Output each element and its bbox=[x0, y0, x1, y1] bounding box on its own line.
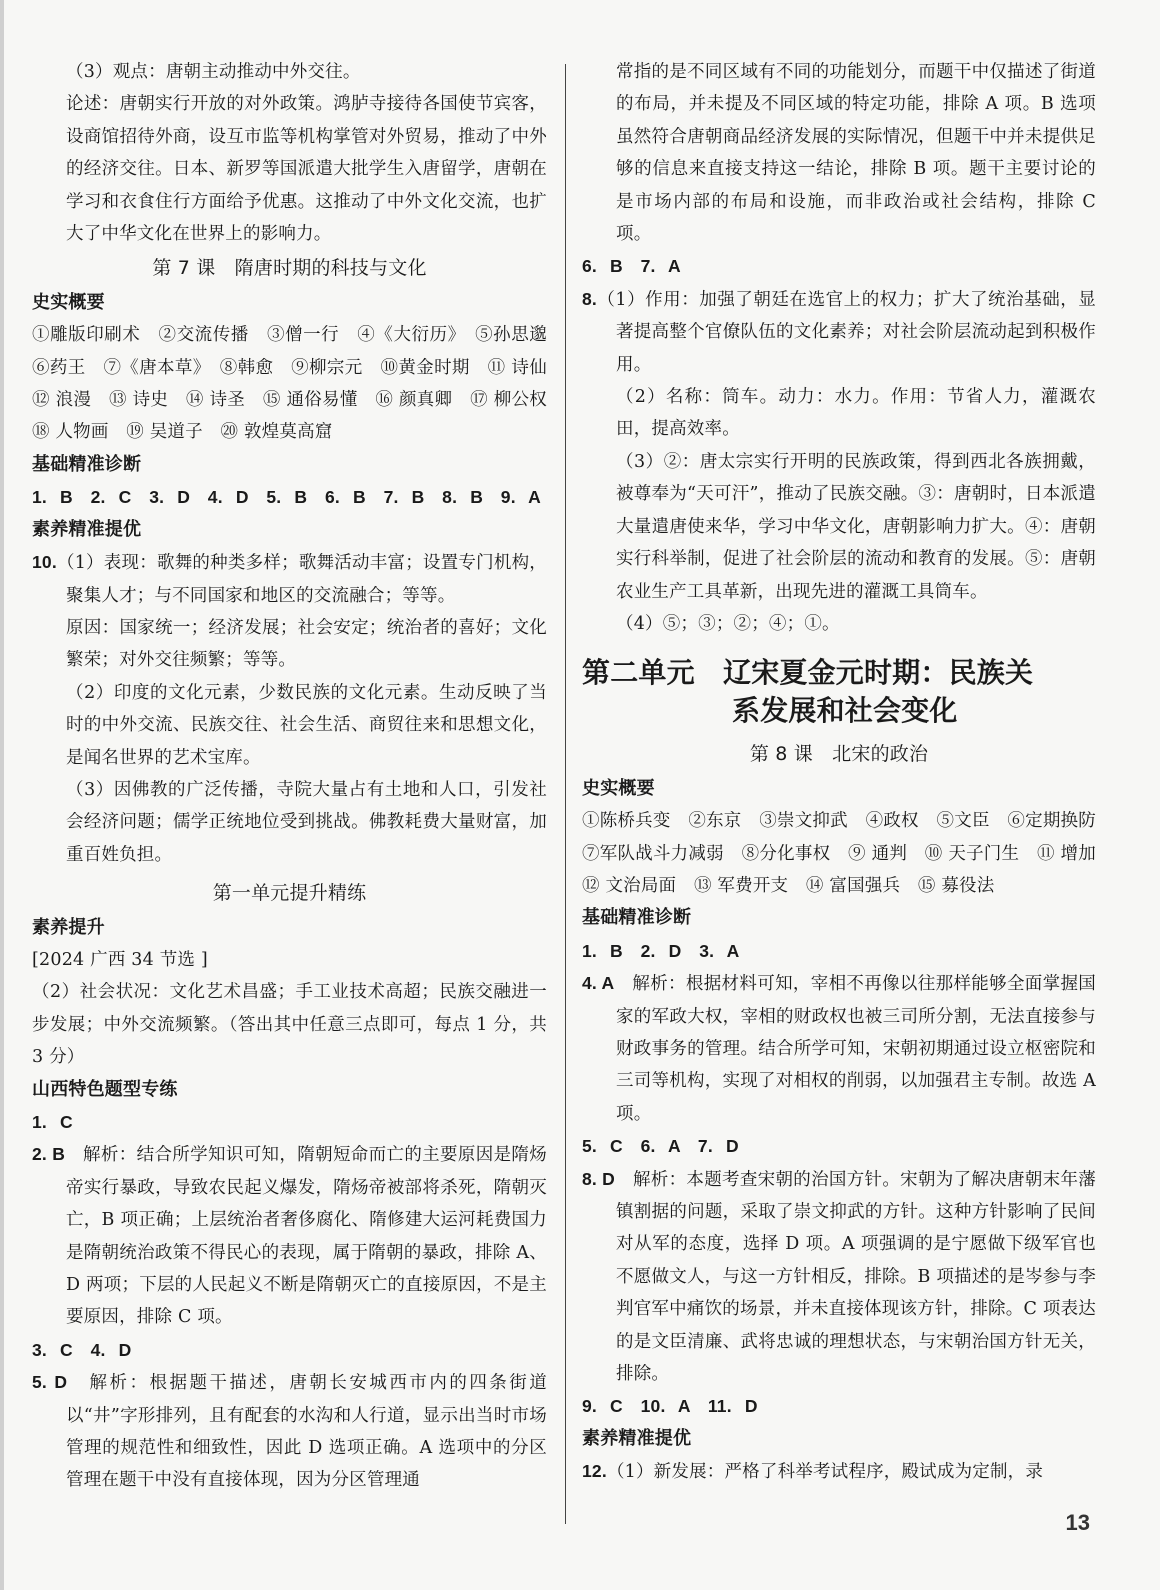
shishi-text: ①陈桥兵变 ②东京 ③崇文抑武 ④政权 ⑤文臣 ⑥定期换防 ⑦军队战斗力减弱 ⑧分化事权 ⑨ 通判 ⑩ 天子门生 ⑪ 增加 ⑫ 文治局面 ⑬ 军费开支 ⑭ 富国强兵 ⑮ 募役法 bbox=[582, 811, 1114, 896]
explanation-text: 解析：根据题干描述，唐朝长安城西市内的四条街道以“井”字形排列，且有配套的水沟和人行道，显示出当时市场管理的规范性和细致性，因此 D 选项正确。A 选项中的分区管理在题干中没有直接体现，因为分区管理通 bbox=[66, 1373, 547, 1491]
q8-part-2: （2）名称：筒车。动力：水力。作用：节省人力，灌溉农田，提高效率。 bbox=[616, 387, 1096, 440]
answers-9-11: 9. C 10. A 11. D bbox=[582, 1396, 758, 1417]
answers-5-7: 5. C 6. A 7. D bbox=[582, 1136, 739, 1157]
question-number: 2. B bbox=[32, 1144, 66, 1165]
page-edge-shadow bbox=[0, 0, 4, 1590]
question-number: 4. A bbox=[582, 973, 615, 994]
page-number: 13 bbox=[1065, 1510, 1090, 1535]
shanxi-question-2 bbox=[32, 1138, 547, 1333]
q10-part-3: （3）因佛教的广泛传播，寺院大量占有土地和人口，引发社会经济问题；儒学正统地位受到挑战。佛教耗费大量财富，加重百姓负担。 bbox=[66, 779, 547, 865]
right-column bbox=[582, 56, 1114, 1489]
left-column bbox=[32, 56, 565, 1497]
question-8-right bbox=[582, 1163, 1096, 1391]
q10-part-1: （1）表现：歌舞的种类多样；歌舞活动丰富；设置专门机构，聚集人才；与不同国家和地区的交流融合；等等。 bbox=[56, 553, 547, 606]
column-divider bbox=[565, 64, 566, 1524]
question-12 bbox=[582, 1455, 1096, 1488]
question-4 bbox=[582, 967, 1096, 1130]
q10-part-1b: 原因：国家统一；经济发展；社会安定；统治者的喜好；文化繁荣；对外交往频繁；等等。 bbox=[66, 617, 547, 671]
section-heading-suyang: 素养精准提优 bbox=[582, 1427, 692, 1449]
explanation-text: 解析：本题考查宋朝的治国方针。宋朝为了解决唐朝末年藩镇割据的问题，采取了崇文抑武的方针。这种方针影响了民间对从军的态度，选择 D 项。A 项强调的是宁愿做下级军官也不愿做文人，与这一方针相反，排除。B 项描述的是岑参与李判官军中痛饮的场景，并未直接体现该方针，排除。C 项表达的是文臣清廉、武将忠诚的理想状态，与宋朝治国方针无关，排除。 bbox=[616, 1169, 1096, 1385]
unit-2-title-line-2: 系发展和社会变化 bbox=[732, 694, 958, 728]
answer-paragraph: 论述：唐朝实行开放的对外政策。鸿胪寺接待各国使节宾客，设商馆招待外商，设互市监等机构掌管对外贸易，推动了中外的经济交往。日本、新罗等国派遣大批学生入唐留学，唐朝在学习和衣食住行方面给予优惠。这推动了中外文化交流，也扩大了中华文化在世界上的影响力。 bbox=[66, 94, 547, 245]
question-8 bbox=[582, 283, 1096, 381]
q8-part-3: （3）②：唐太宗实行开明的民族政策，得到西北各族拥戴，被尊奉为“天可汗”，推动了民族交融。③：唐朝时，日本派遣大量遣唐使来华，学习中华文化，唐朝影响力扩大。④：唐朝实行科举制，促进了社会阶层的流动和教育的发展。⑤：唐朝农业生产工具革新，出现先进的灌溉工具筒车。 bbox=[616, 451, 1096, 602]
q10-part-2: （2）印度的文化元素，少数民族的文化元素。生动反映了当时的中外交流、民族交往、社会生活、商贸往来和思想文化，是闻名世界的艺术宝库。 bbox=[66, 682, 547, 768]
answers-6-7: 6. B 7. A bbox=[582, 256, 681, 277]
explanation-text: 解析：结合所学知识可知，隋朝短命而亡的主要原因是隋炀帝实行暴政，导致农民起义爆发，隋炀帝被部将杀死，隋朝灭亡，B 项正确；上层统治者奢侈腐化、隋修建大运河耗费国力是隋朝统治政策不得民心的表现，属于隋朝的暴政，排除 A、D 两项；下层的人民起义不断是隋朝灭亡的直接原因，不是主要原因，排除 C 项。 bbox=[66, 1145, 547, 1328]
q8-part-1: （1）作用：加强了朝廷在选官上的权力；扩大了统治基础，显著提高整个官僚队伍的文化素养；对社会阶层流动起到积极作用。 bbox=[597, 289, 1096, 375]
shanxi-answers-3-4: 3. C 4. D bbox=[32, 1339, 132, 1360]
section-heading-shishi: 史实概要 bbox=[32, 291, 105, 313]
question-number: 5. D bbox=[32, 1372, 68, 1393]
question-number: 12. bbox=[582, 1461, 607, 1482]
continued-explanation: 常指的是不同区域有不同的功能划分，而题干中仅描述了街道的布局，并未提及不同区域的特定功能，排除 A 项。B 选项虽然符合唐朝商品经济发展的实际情况，但题干中并未提供足够的信息来直接支持这一结论，排除 B 项。题干主要讨论的是市场内部的布局和设施，而非政治或社会结构，排除 C 项。 bbox=[616, 62, 1096, 245]
lesson-7-title: 第 7 课 隋唐时期的科技与文化 bbox=[152, 257, 427, 280]
question-number: 8. bbox=[582, 288, 597, 309]
answers-1-3: 1. B 2. D 3. A bbox=[582, 940, 740, 961]
section-heading-shanxi: 山西特色题型专练 bbox=[32, 1078, 178, 1100]
shishi-text: ①雕版印刷术 ②交流传播 ③僧一行 ④《大衍历》 ⑤孙思邈 ⑥药王 ⑦《唐本草》 ⑧韩愈 ⑨柳宗元 ⑩黄金时期 ⑪ 诗仙 ⑫ 浪漫 ⑬ 诗史 ⑭ 诗圣 ⑮ 通俗易懂 ⑯ 颜真卿 ⑰ 柳公权 ⑱ 人物画 ⑲ 吴道子 ⑳ 敦煌莫高窟 bbox=[32, 325, 565, 443]
lesson-8-title: 第 8 课 北宋的政治 bbox=[749, 743, 929, 766]
answer-line: （3）观点：唐朝主动推动中外交往。 bbox=[66, 62, 361, 82]
question-10 bbox=[32, 546, 547, 612]
question-number: 8. D bbox=[582, 1168, 616, 1189]
section-heading-shishi: 史实概要 bbox=[582, 777, 655, 799]
section-heading-tisheng: 素养提升 bbox=[32, 916, 105, 938]
source-note: [2024 广西 34 节选 ] bbox=[32, 949, 208, 970]
tisheng-answer: （2）社会状况：文化艺术昌盛；手工业技术高超；民族交融进一步发展；中外交流频繁。（答出其中任意三点即可，每点 1 分，共 3 分） bbox=[32, 982, 547, 1068]
jichu-answers: 1. B 2. C 3. D 4. D 5. B 6. B 7. B 8. B 9. A bbox=[32, 487, 542, 508]
shanxi-question-5 bbox=[32, 1366, 547, 1497]
unit-2-title-line-1: 第二单元 辽宋夏金元时期：民族关 bbox=[582, 656, 1034, 690]
question-number: 10. bbox=[32, 552, 57, 573]
unit-2-title bbox=[582, 654, 1096, 730]
q8-part-4: （4）⑤；③；②；④；①。 bbox=[616, 613, 840, 634]
unit-1-review-title: 第一单元提升精练 bbox=[212, 882, 367, 905]
shanxi-answer-1: 1. C bbox=[32, 1112, 73, 1132]
section-heading-suyang: 素养精准提优 bbox=[32, 518, 142, 540]
section-heading-jichu: 基础精准诊断 bbox=[32, 453, 142, 475]
explanation-text: 解析：根据材料可知，宰相不再像以往那样能够全面掌握国家的军政大权，宰相的财政权也被三司所分割，无法直接参与财政事务的管理。结合所学可知，宋朝初期通过设立枢密院和三司等机构，实现了对相权的削弱，以加强君主专制。故选 A 项。 bbox=[616, 974, 1097, 1124]
section-heading-jichu: 基础精准诊断 bbox=[582, 907, 692, 929]
q12-part-1: （1）新发展：严格了科举考试程序，殿试成为定制，录 bbox=[606, 1462, 1044, 1483]
